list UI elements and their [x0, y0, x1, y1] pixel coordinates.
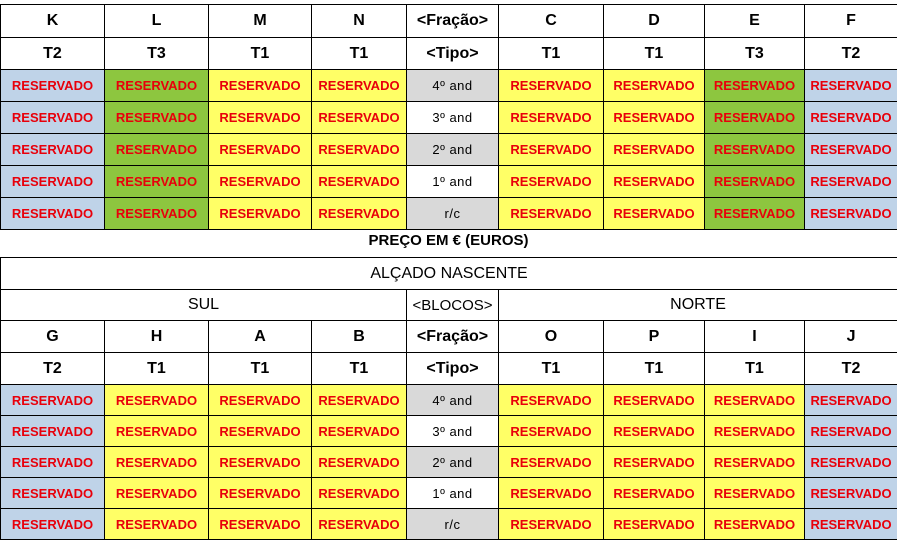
- fraction-header-row: [1, 5, 897, 38]
- reserved-cell: RESERVADO: [805, 102, 897, 134]
- reserved-cell: RESERVADO: [499, 70, 604, 102]
- type-header: T1: [604, 38, 705, 70]
- type-header: T1: [209, 353, 312, 385]
- type-header: T1: [705, 353, 805, 385]
- type-header: <Tipo>: [407, 38, 499, 70]
- type-header-row: [1, 38, 897, 70]
- type-header-row: [1, 353, 897, 385]
- floor-row: [1, 447, 897, 478]
- floor-label: 3º and: [407, 416, 499, 447]
- type-header: T3: [705, 38, 805, 70]
- fraction-header: E: [705, 5, 805, 38]
- fraction-header: H: [105, 321, 209, 353]
- reserved-cell: RESERVADO: [604, 478, 705, 509]
- type-header: T2: [805, 353, 897, 385]
- reserved-cell: RESERVADO: [105, 509, 209, 540]
- fraction-header: B: [312, 321, 407, 353]
- reserved-cell: RESERVADO: [499, 102, 604, 134]
- reserved-cell: RESERVADO: [209, 478, 312, 509]
- fraction-header: F: [805, 5, 897, 38]
- reserved-cell: RESERVADO: [705, 166, 805, 198]
- type-header: T1: [209, 38, 312, 70]
- type-header: T2: [1, 38, 105, 70]
- reserved-cell: RESERVADO: [604, 385, 705, 416]
- reserved-cell: RESERVADO: [209, 509, 312, 540]
- reserved-cell: RESERVADO: [209, 447, 312, 478]
- fraction-header: N: [312, 5, 407, 38]
- fraction-header: C: [499, 5, 604, 38]
- reserved-cell: RESERVADO: [604, 166, 705, 198]
- elevation-row: [1, 258, 897, 290]
- type-header: T3: [105, 38, 209, 70]
- fraction-header: J: [805, 321, 897, 353]
- reserved-cell: RESERVADO: [499, 166, 604, 198]
- reserved-cell: RESERVADO: [105, 102, 209, 134]
- reserved-cell: RESERVADO: [312, 134, 407, 166]
- reserved-cell: RESERVADO: [1, 478, 105, 509]
- reserved-cell: RESERVADO: [805, 166, 897, 198]
- reserved-cell: RESERVADO: [604, 198, 705, 230]
- floor-row: [1, 478, 897, 509]
- reserved-cell: RESERVADO: [105, 166, 209, 198]
- reserved-cell: RESERVADO: [805, 70, 897, 102]
- reserved-cell: RESERVADO: [1, 198, 105, 230]
- north-block-label: NORTE: [499, 290, 897, 321]
- reserved-cell: RESERVADO: [209, 198, 312, 230]
- reserved-cell: RESERVADO: [604, 447, 705, 478]
- reserved-cell: RESERVADO: [705, 447, 805, 478]
- fraction-header: <Fração>: [407, 5, 499, 38]
- reserved-cell: RESERVADO: [1, 134, 105, 166]
- reserved-cell: RESERVADO: [209, 70, 312, 102]
- reserved-cell: RESERVADO: [604, 416, 705, 447]
- reserved-cell: RESERVADO: [105, 385, 209, 416]
- reserved-cell: RESERVADO: [1, 166, 105, 198]
- reserved-cell: RESERVADO: [209, 102, 312, 134]
- reserved-cell: RESERVADO: [805, 416, 897, 447]
- reserved-cell: RESERVADO: [312, 166, 407, 198]
- reserved-cell: RESERVADO: [805, 447, 897, 478]
- reserved-cell: RESERVADO: [105, 198, 209, 230]
- floor-row: [1, 385, 897, 416]
- floor-row: [1, 70, 897, 102]
- reserved-cell: RESERVADO: [1, 102, 105, 134]
- reserved-cell: RESERVADO: [705, 416, 805, 447]
- reserved-cell: RESERVADO: [805, 478, 897, 509]
- floor-row: [1, 509, 897, 540]
- type-header: T1: [499, 38, 604, 70]
- elevation-title: ALÇADO NASCENTE: [1, 258, 897, 290]
- type-header: T1: [604, 353, 705, 385]
- reserved-cell: RESERVADO: [105, 416, 209, 447]
- fraction-header: G: [1, 321, 105, 353]
- floor-label: r/c: [407, 509, 499, 540]
- reserved-cell: RESERVADO: [1, 385, 105, 416]
- type-header: <Tipo>: [407, 353, 499, 385]
- reserved-cell: RESERVADO: [1, 416, 105, 447]
- fraction-header: I: [705, 321, 805, 353]
- reserved-cell: RESERVADO: [499, 447, 604, 478]
- fraction-header: L: [105, 5, 209, 38]
- blocks-label: <BLOCOS>: [407, 290, 499, 321]
- reserved-cell: RESERVADO: [499, 385, 604, 416]
- floor-label: 2º and: [407, 134, 499, 166]
- reserved-cell: RESERVADO: [604, 70, 705, 102]
- reserved-cell: RESERVADO: [805, 134, 897, 166]
- type-header: T1: [105, 353, 209, 385]
- type-header: T1: [312, 38, 407, 70]
- reserved-cell: RESERVADO: [209, 416, 312, 447]
- fraction-header: <Fração>: [407, 321, 499, 353]
- reserved-cell: RESERVADO: [105, 134, 209, 166]
- reserved-cell: RESERVADO: [499, 478, 604, 509]
- reserved-cell: RESERVADO: [805, 198, 897, 230]
- fraction-header-row: [1, 321, 897, 353]
- reserved-cell: RESERVADO: [105, 70, 209, 102]
- reserved-cell: RESERVADO: [604, 102, 705, 134]
- floor-label: 4º and: [407, 385, 499, 416]
- reserved-cell: RESERVADO: [312, 447, 407, 478]
- floor-label: 1º and: [407, 166, 499, 198]
- reserved-cell: RESERVADO: [1, 447, 105, 478]
- top-price-table: [0, 4, 897, 230]
- reserved-cell: RESERVADO: [1, 509, 105, 540]
- reserved-cell: RESERVADO: [604, 134, 705, 166]
- type-header: T1: [312, 353, 407, 385]
- south-block-label: SUL: [1, 290, 407, 321]
- reserved-cell: RESERVADO: [705, 134, 805, 166]
- floor-label: 3º and: [407, 102, 499, 134]
- reserved-cell: RESERVADO: [209, 166, 312, 198]
- reserved-cell: RESERVADO: [805, 385, 897, 416]
- floor-label: 2º and: [407, 447, 499, 478]
- type-header: T2: [805, 38, 897, 70]
- reserved-cell: RESERVADO: [312, 509, 407, 540]
- reserved-cell: RESERVADO: [499, 198, 604, 230]
- reserved-cell: RESERVADO: [705, 102, 805, 134]
- floor-row: [1, 166, 897, 198]
- fraction-header: P: [604, 321, 705, 353]
- reserved-cell: RESERVADO: [805, 509, 897, 540]
- reserved-cell: RESERVADO: [312, 102, 407, 134]
- reserved-cell: RESERVADO: [312, 385, 407, 416]
- reserved-cell: RESERVADO: [499, 509, 604, 540]
- reserved-cell: RESERVADO: [105, 478, 209, 509]
- type-header: T1: [499, 353, 604, 385]
- fraction-header: A: [209, 321, 312, 353]
- reserved-cell: RESERVADO: [312, 198, 407, 230]
- floor-label: 4º and: [407, 70, 499, 102]
- fraction-header: D: [604, 5, 705, 38]
- reserved-cell: RESERVADO: [604, 509, 705, 540]
- fraction-header: K: [1, 5, 105, 38]
- fraction-header: O: [499, 321, 604, 353]
- bottom-price-table: [0, 257, 897, 540]
- blocks-row: [1, 290, 897, 321]
- reserved-cell: RESERVADO: [312, 478, 407, 509]
- reserved-cell: RESERVADO: [705, 509, 805, 540]
- reserved-cell: RESERVADO: [499, 134, 604, 166]
- reserved-cell: RESERVADO: [705, 385, 805, 416]
- type-header: T2: [1, 353, 105, 385]
- floor-row: [1, 102, 897, 134]
- reserved-cell: RESERVADO: [209, 134, 312, 166]
- fraction-header: M: [209, 5, 312, 38]
- floor-row: [1, 198, 897, 230]
- floor-row: [1, 134, 897, 166]
- reserved-cell: RESERVADO: [499, 416, 604, 447]
- reserved-cell: RESERVADO: [705, 198, 805, 230]
- reserved-cell: RESERVADO: [105, 447, 209, 478]
- reserved-cell: RESERVADO: [312, 70, 407, 102]
- floor-label: 1º and: [407, 478, 499, 509]
- reserved-cell: RESERVADO: [1, 70, 105, 102]
- floor-label: r/c: [407, 198, 499, 230]
- price-title: PREÇO EM € (EUROS): [0, 232, 897, 249]
- reserved-cell: RESERVADO: [312, 416, 407, 447]
- floor-row: [1, 416, 897, 447]
- reserved-cell: RESERVADO: [705, 478, 805, 509]
- reserved-cell: RESERVADO: [209, 385, 312, 416]
- reserved-cell: RESERVADO: [705, 70, 805, 102]
